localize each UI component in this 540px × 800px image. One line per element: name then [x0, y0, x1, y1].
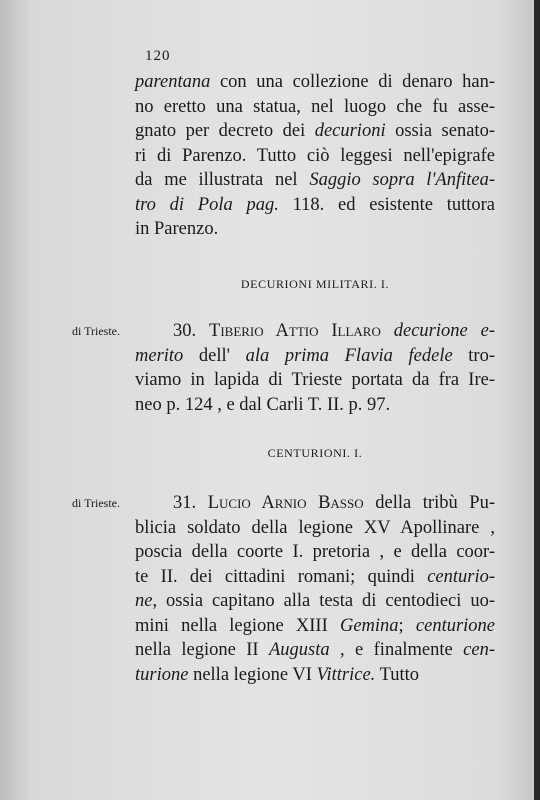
text-run: decurioni — [314, 121, 386, 141]
text-run: Lucio Arnio Basso — [207, 493, 364, 513]
text-line — [135, 119, 495, 144]
paragraph-entry-30 — [135, 319, 495, 417]
paragraph-lines — [135, 70, 495, 242]
text-run: 31. — [173, 493, 208, 513]
text-run: parentana — [135, 72, 211, 92]
text-line — [135, 70, 495, 95]
text-run: te II. dei cittadini romani; quindi — [135, 566, 428, 587]
text-line — [135, 638, 495, 663]
text-run: merito — [135, 345, 184, 366]
text-line — [135, 516, 495, 541]
text-run: Tiberio Attio Illaro — [209, 321, 381, 341]
text-run: tro- — [452, 345, 495, 366]
text-run: turione — [135, 664, 189, 685]
text-run: ossia senato- — [385, 121, 495, 141]
text-line — [135, 368, 495, 393]
text-line — [135, 565, 495, 590]
text-line — [135, 589, 495, 614]
text-line — [135, 614, 495, 639]
text-run: tro di Pola pag. — [135, 194, 279, 215]
text-run: no eretto una statua, nel luogo che fu asse- — [135, 96, 495, 117]
text-run: in Parenzo. — [135, 219, 219, 239]
text-run: ; — [398, 615, 416, 636]
text-run: Saggio sopra l'Anfitea- — [309, 170, 495, 190]
text-run: centurione — [415, 615, 496, 636]
text-line — [135, 393, 495, 418]
text-line — [135, 491, 495, 516]
text-line — [135, 168, 495, 193]
paragraph-lines — [135, 319, 495, 417]
text-run: nella legione II — [135, 640, 269, 660]
text-run: blicia soldato della legione XV Apollinare , — [135, 517, 495, 538]
text-run: ala prima Flavia fedele — [245, 345, 453, 366]
text-run: Vittrice. — [316, 664, 376, 685]
text-run: poscia della coorte I. pretoria , e della coor- — [135, 542, 495, 562]
margin-note-trieste-2: di Trieste. — [72, 496, 121, 510]
text-run: viamo in lapida di Trieste portata da fra Ire- — [135, 370, 495, 390]
text-run: della tribù Pu- — [363, 493, 495, 513]
text-line — [135, 193, 495, 218]
text-run: Gemina — [339, 615, 399, 636]
margin-note-trieste-1: di Trieste. — [72, 324, 121, 338]
text-line — [135, 144, 495, 169]
text-line — [135, 344, 495, 369]
text-run: mini nella legione XIII — [135, 615, 340, 636]
text-line — [135, 319, 495, 344]
text-run: Augusta — [268, 640, 330, 660]
text-line — [135, 95, 495, 120]
text-run: centurio- — [427, 566, 495, 587]
text-run: dell' — [183, 345, 246, 366]
text-run — [381, 321, 394, 341]
paragraph-entry-31 — [135, 491, 495, 687]
text-run: nella legione VI — [188, 664, 317, 685]
text-run: cen- — [463, 640, 495, 660]
text-run: gnato per decreto dei — [135, 121, 315, 141]
heading-centurioni: CENTURIONI. I. — [267, 446, 363, 460]
text-run: da me illustrata nel — [135, 170, 310, 190]
text-run: neo p. 124 , e dal Carli T. II. p. 97. — [135, 394, 391, 415]
paragraph-lines — [135, 491, 495, 687]
heading-decurioni-militari: DECURIONI MILITARI. I. — [240, 277, 390, 291]
text-line — [135, 540, 495, 565]
text-line — [135, 217, 495, 242]
page-number: 120 — [145, 48, 171, 64]
text-run: , e finalmente — [329, 640, 464, 660]
text-run: ne — [135, 591, 153, 611]
text-run: Tutto — [375, 664, 420, 685]
text-run: ri di Parenzo. Tutto ciò leggesi nell'epigrafe — [135, 145, 495, 166]
text-run: con una collezione di denaro han- — [210, 72, 495, 92]
text-run: 30. — [173, 321, 210, 341]
paragraph-parenzo — [135, 70, 495, 242]
text-run: decurione e- — [393, 321, 495, 341]
text-run: 118. ed esistente tuttora — [278, 194, 495, 215]
text-run: , ossia capitano alla testa di centodieci uo- — [152, 591, 495, 611]
text-line — [135, 663, 495, 688]
